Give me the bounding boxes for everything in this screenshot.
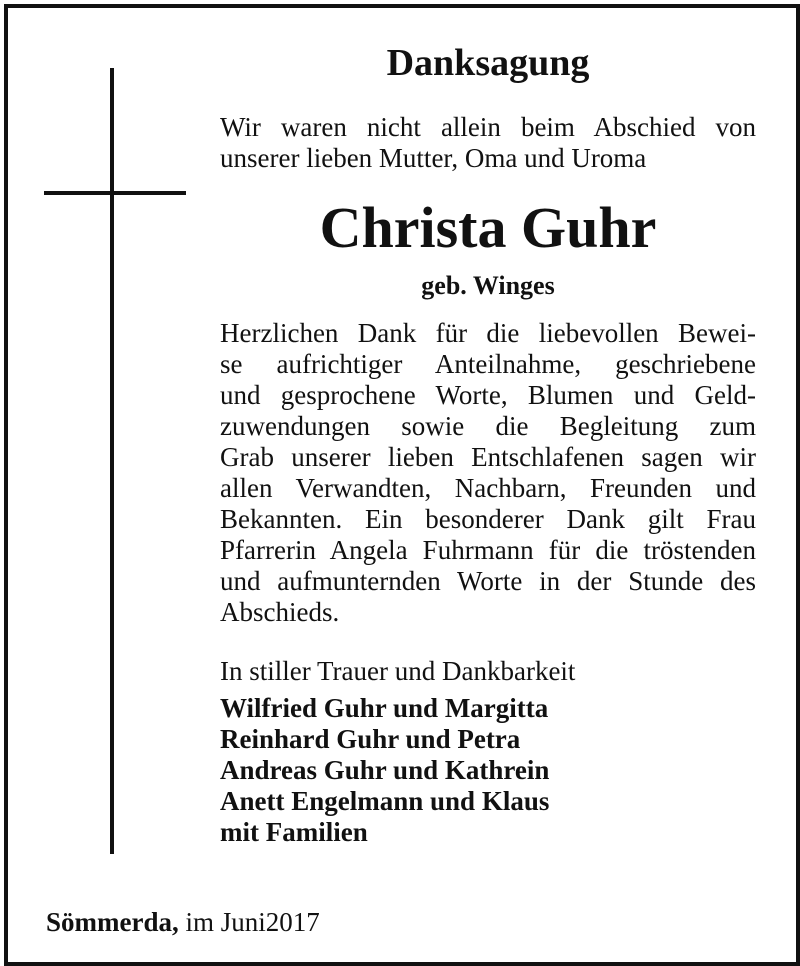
thanks-text [220, 318, 756, 628]
intro-line: unserer lieben Mutter, Oma und Uroma [220, 143, 647, 173]
cross-horizontal-bar [44, 191, 186, 195]
signer-name: Wilfried Guhr und Margitta [220, 693, 549, 723]
deceased-name: Christa Guhr [319, 195, 657, 260]
date-text: im Juni2017 [185, 907, 320, 937]
maiden-name: geb. Winges [421, 271, 555, 300]
thanks-line: und gesprochene Worte, Blumen und Geld- [220, 380, 756, 410]
thanks-line: und aufmunternden Worte in der Stunde des [220, 566, 756, 596]
thanks-line: Abschieds. [220, 597, 340, 627]
signer-name: Anett Engelmann und Klaus [220, 786, 550, 816]
signer-name: mit Familien [220, 817, 368, 847]
notice-content [220, 40, 756, 848]
signers-list [220, 693, 756, 848]
intro-text [220, 112, 756, 174]
signer-name: Reinhard Guhr und Petra [220, 724, 521, 754]
thanks-line: zuwendungen sowie die Begleitung zum [220, 411, 756, 441]
place-and-date [46, 907, 320, 938]
thanks-line: allen Verwandten, Nachbarn, Freunden und [220, 473, 756, 503]
cross-vertical-bar [110, 68, 114, 854]
closing-phrase: In stiller Trauer und Dankbarkeit [220, 656, 576, 686]
thanks-line: Herzlichen Dank für die liebevollen Bewei- [220, 318, 756, 348]
intro-line: Wir waren nicht allein beim Abschied von [220, 112, 756, 142]
notice-heading: Danksagung [386, 42, 590, 84]
signer-name: Andreas Guhr und Kathrein [220, 755, 550, 785]
thanks-line: se aufrichtiger Anteilnahme, geschriebene [220, 349, 756, 379]
thanks-line: Grab unserer lieben Entschlafenen sagen wir [220, 442, 756, 472]
place-name: Sömmerda, [46, 907, 179, 937]
thanks-line: Pfarrerin Angela Fuhrmann für die tröstenden [220, 535, 756, 565]
thanks-line: Bekannten. Ein besonderer Dank gilt Frau [220, 504, 756, 534]
